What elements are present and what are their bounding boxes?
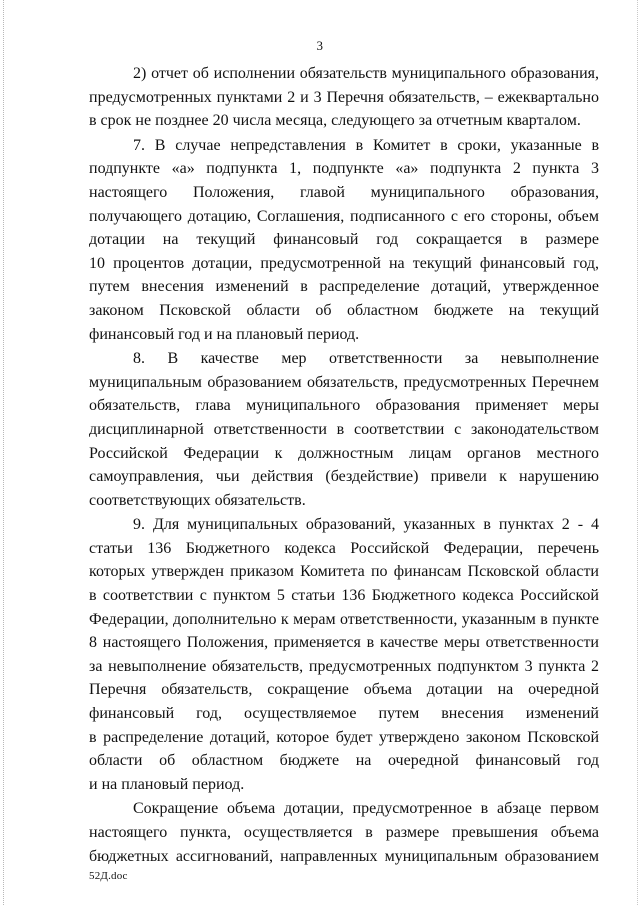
scan-edge-left	[3, 0, 4, 905]
text-line: предусмотренных пунктами 2 и 3 Перечня обязательств, – ежеквартально	[89, 88, 599, 106]
text-line: настоящего Положения, главой муниципального образования,	[89, 183, 599, 201]
text-line: Сокращение объема дотации, предусмотренное в абзаце первом	[133, 800, 599, 818]
text-line: дотации на текущий финансовый год сокращается в размере	[89, 231, 599, 249]
text-line: получающего дотацию, Соглашения, подписанного с его стороны, объем	[89, 207, 599, 225]
text-line: финансовый год и на плановый период.	[89, 325, 360, 343]
document-body	[89, 62, 599, 868]
text-line: дисциплинарной ответственности в соответствии с законодательством	[89, 420, 599, 438]
text-line: в соответствии с пунктом 5 статьи 136 Бюджетного кодекса Российской	[89, 587, 599, 605]
text-line: законом Псковской области об областном бюджете на текущий	[89, 301, 599, 319]
text-line: Федерации, дополнительно к мерам ответственности, указанным в пункте	[89, 610, 599, 628]
text-line: бюджетных ассигнований, направленных муниципальным образованием	[89, 847, 599, 865]
text-line: Перечня обязательств, сокращение объема дотации на очередной	[89, 681, 599, 699]
text-line: 8 настоящего Положения, применяется в качестве меры ответственности	[89, 634, 599, 652]
paragraph-item-7	[89, 134, 599, 346]
paragraph-reporting	[89, 62, 599, 133]
text-line: соответствующих обязательств.	[89, 491, 306, 509]
text-line: самоуправления, чьи действия (бездействие) привели к нарушению	[89, 468, 599, 486]
text-line: статьи 136 Бюджетного кодекса Российской Федерации, перечень	[89, 539, 599, 557]
text-line: и на плановый период.	[89, 775, 245, 793]
text-line: области об областном бюджете на очередной финансовый год	[89, 752, 599, 770]
text-line: Российской Федерации к должностным лицам органов местного	[89, 444, 599, 462]
text-line: за невыполнение обязательств, предусмотренных подпунктом 3 пункта 2	[89, 657, 599, 675]
text-line: 2) отчет об исполнении обязательств муниципального образования,	[133, 65, 599, 82]
text-line: 7. В случае непредставления в Комитет в сроки, указанные в	[133, 136, 599, 154]
text-line: подпункте «а» подпункта 1, подпункте «а» подпункта 2 пункта 3	[89, 160, 599, 178]
paragraph-item-9	[89, 513, 599, 796]
text-line: в распределение дотаций, которое будет утверждено законом Псковской	[89, 728, 599, 746]
text-line: 9. Для муниципальных образований, указанных в пунктах 2 - 4	[133, 516, 599, 534]
text-line: в срок не позднее 20 числа месяца, следующего за отчетным кварталом.	[89, 112, 581, 130]
text-line: настоящего пункта, осуществляется в размере превышения объема	[89, 824, 599, 841]
text-line: муниципальным образованием обязательств, предусмотренных Перечнем	[89, 373, 599, 391]
scan-edge-right	[637, 0, 638, 905]
paragraph-reduction	[89, 797, 599, 868]
text-line: которых утвержден приказом Комитета по финансам Псковской области	[89, 563, 599, 581]
text-line: обязательств, глава муниципального образования применяет меры	[89, 397, 599, 415]
page-number: 3	[316, 38, 324, 53]
footer-filename: 52Д.doc	[89, 870, 128, 882]
text-line: путем внесения изменений в распределение дотаций, утвержденное	[89, 278, 599, 296]
text-line: финансовый год, осуществляемое путем внесения изменений	[89, 705, 599, 723]
text-line: 8. В качестве мер ответственности за невыполнение	[133, 350, 599, 368]
text-line: 10 процентов дотации, предусмотренной на текущий финансовый год,	[89, 254, 599, 272]
paragraph-item-8	[89, 347, 599, 512]
